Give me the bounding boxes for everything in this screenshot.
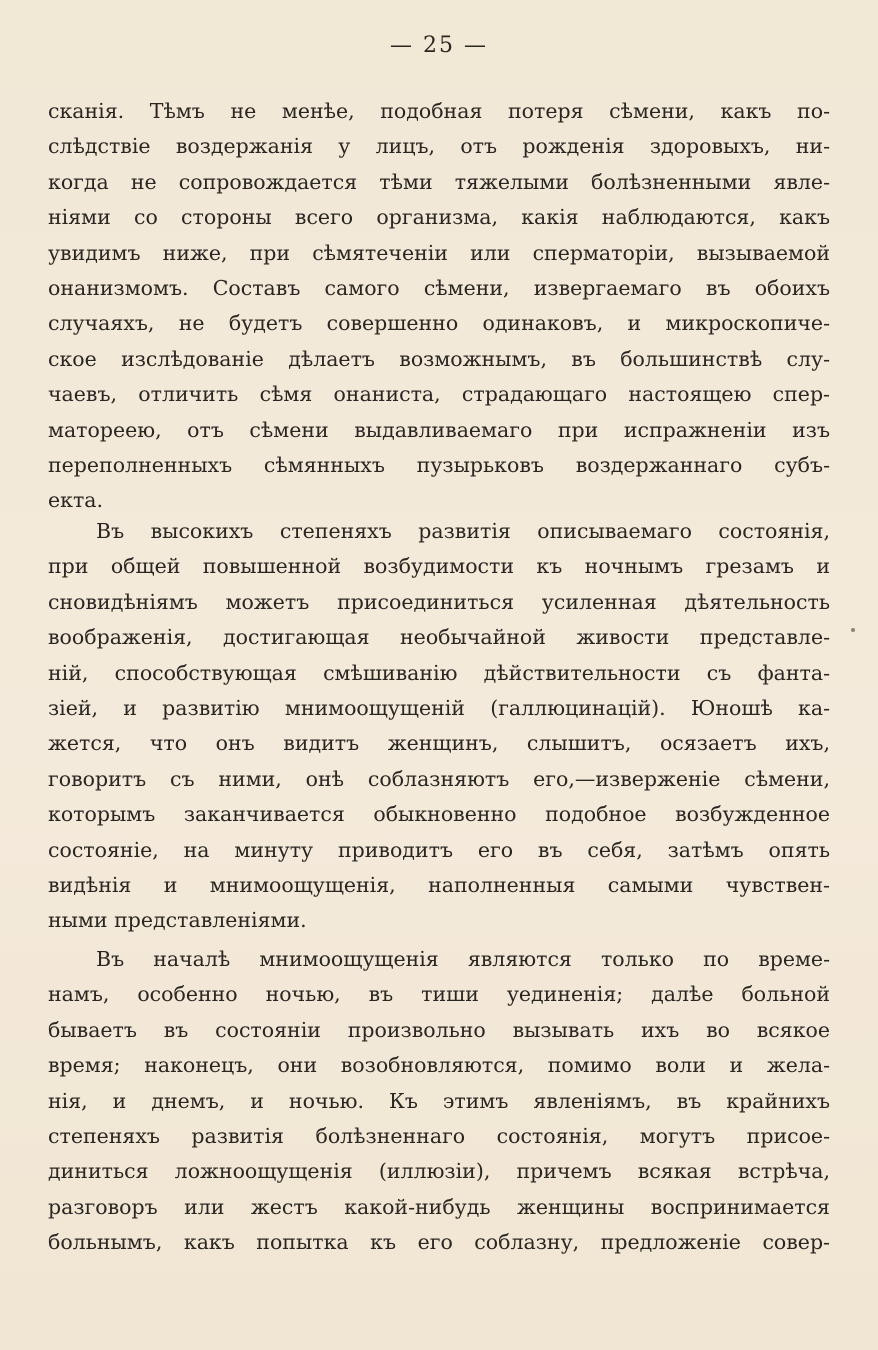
text-line: говоритъ съ ними, онѣ соблазняютъ его,—изверженіе сѣмени,: [48, 766, 830, 791]
paragraph-1: [48, 94, 830, 519]
text-line: зіей, и развитію мнимоощущеній (галлюцинацій). Юношѣ ка-: [48, 695, 830, 720]
text-line: чаевъ, отличить сѣмя онаниста, страдающаго настоящею спер-: [48, 382, 830, 407]
text-line: ніями со стороны всего организма, какія наблюдаются, какъ: [48, 205, 830, 230]
text-line: время; наконецъ, они возобновляются, помимо воли и жела-: [48, 1053, 830, 1078]
text-line: увидимъ ниже, при сѣмятеченіи или сперматоріи, вызываемой: [48, 240, 830, 265]
paragraph-2: [48, 514, 830, 939]
text-line: жется, что онъ видитъ женщинъ, слышитъ, осязаетъ ихъ,: [48, 731, 830, 756]
text-line: ское изслѣдованіе дѣлаетъ возможнымъ, въ большинствѣ слу-: [48, 346, 830, 371]
text-line: разговоръ или жестъ какой-нибудь женщины воспринимается: [48, 1194, 830, 1219]
text-line: Въ началѣ мнимоощущенія являются только по време-: [96, 947, 830, 971]
text-line: ній, способствующая смѣшиванію дѣйствительности съ фанта-: [48, 660, 830, 685]
text-line: степеняхъ развитія болѣзненнаго состоянія, могутъ присое-: [48, 1123, 830, 1148]
text-line: больнымъ, какъ попытка къ его соблазну, предложеніе совер-: [48, 1230, 830, 1255]
text-line: диниться ложноощущенія (иллюзіи), причемъ всякая встрѣча,: [48, 1159, 830, 1184]
text-line: екта.: [48, 488, 104, 513]
page-number: — 25 —: [390, 33, 488, 58]
text-line: сновидѣніямъ можетъ присоединиться усиленная дѣятельность: [48, 589, 830, 614]
text-line: слѣдствіе воздержанія у лицъ, отъ рожденія здоровыхъ, ни-: [48, 134, 830, 159]
text-line: воображенія, достигающая необычайной живости представле-: [48, 625, 830, 650]
text-line: случаяхъ, не будетъ совершенно одинаковъ, и микроскопиче-: [48, 311, 830, 336]
text-line: видѣнія и мнимоощущенія, наполненныя самыми чувствен-: [48, 872, 830, 897]
text-line: бываетъ въ состояніи произвольно вызывать ихъ во всякое: [48, 1017, 830, 1042]
text-line: ными представленіями.: [48, 908, 307, 933]
text-line: состояніе, на минуту приводитъ его въ себя, затѣмъ опять: [48, 837, 830, 862]
text-line: намъ, особенно ночью, въ тиши уединенія; далѣе больной: [48, 982, 830, 1007]
text-line: сканія. Тѣмъ не менѣе, подобная потеря сѣмени, какъ по-: [48, 99, 830, 123]
text-line: при общей повышенной возбудимости къ ночнымъ грезамъ и: [48, 554, 830, 579]
text-line: Въ высокихъ степеняхъ развитія описываемаго состоянія,: [96, 519, 830, 543]
margin-dot-mark: [851, 628, 855, 632]
text-line: матореею, отъ сѣмени выдавливаемаго при испражненіи изъ: [48, 417, 830, 442]
text-line: переполненныхъ сѣмянныхъ пузырьковъ воздержаннаго субъ-: [48, 452, 830, 477]
paragraph-3: [48, 942, 830, 1261]
text-line: которымъ заканчивается обыкновенно подобное возбужденное: [48, 802, 830, 827]
text-line: когда не сопровождается тѣми тяжелыми болѣзненными явле-: [48, 169, 830, 194]
text-line: нія, и днемъ, и ночью. Къ этимъ явленіямъ, въ крайнихъ: [48, 1088, 830, 1113]
text-line: онанизмомъ. Составъ самого сѣмени, извергаемаго въ обоихъ: [48, 275, 830, 300]
